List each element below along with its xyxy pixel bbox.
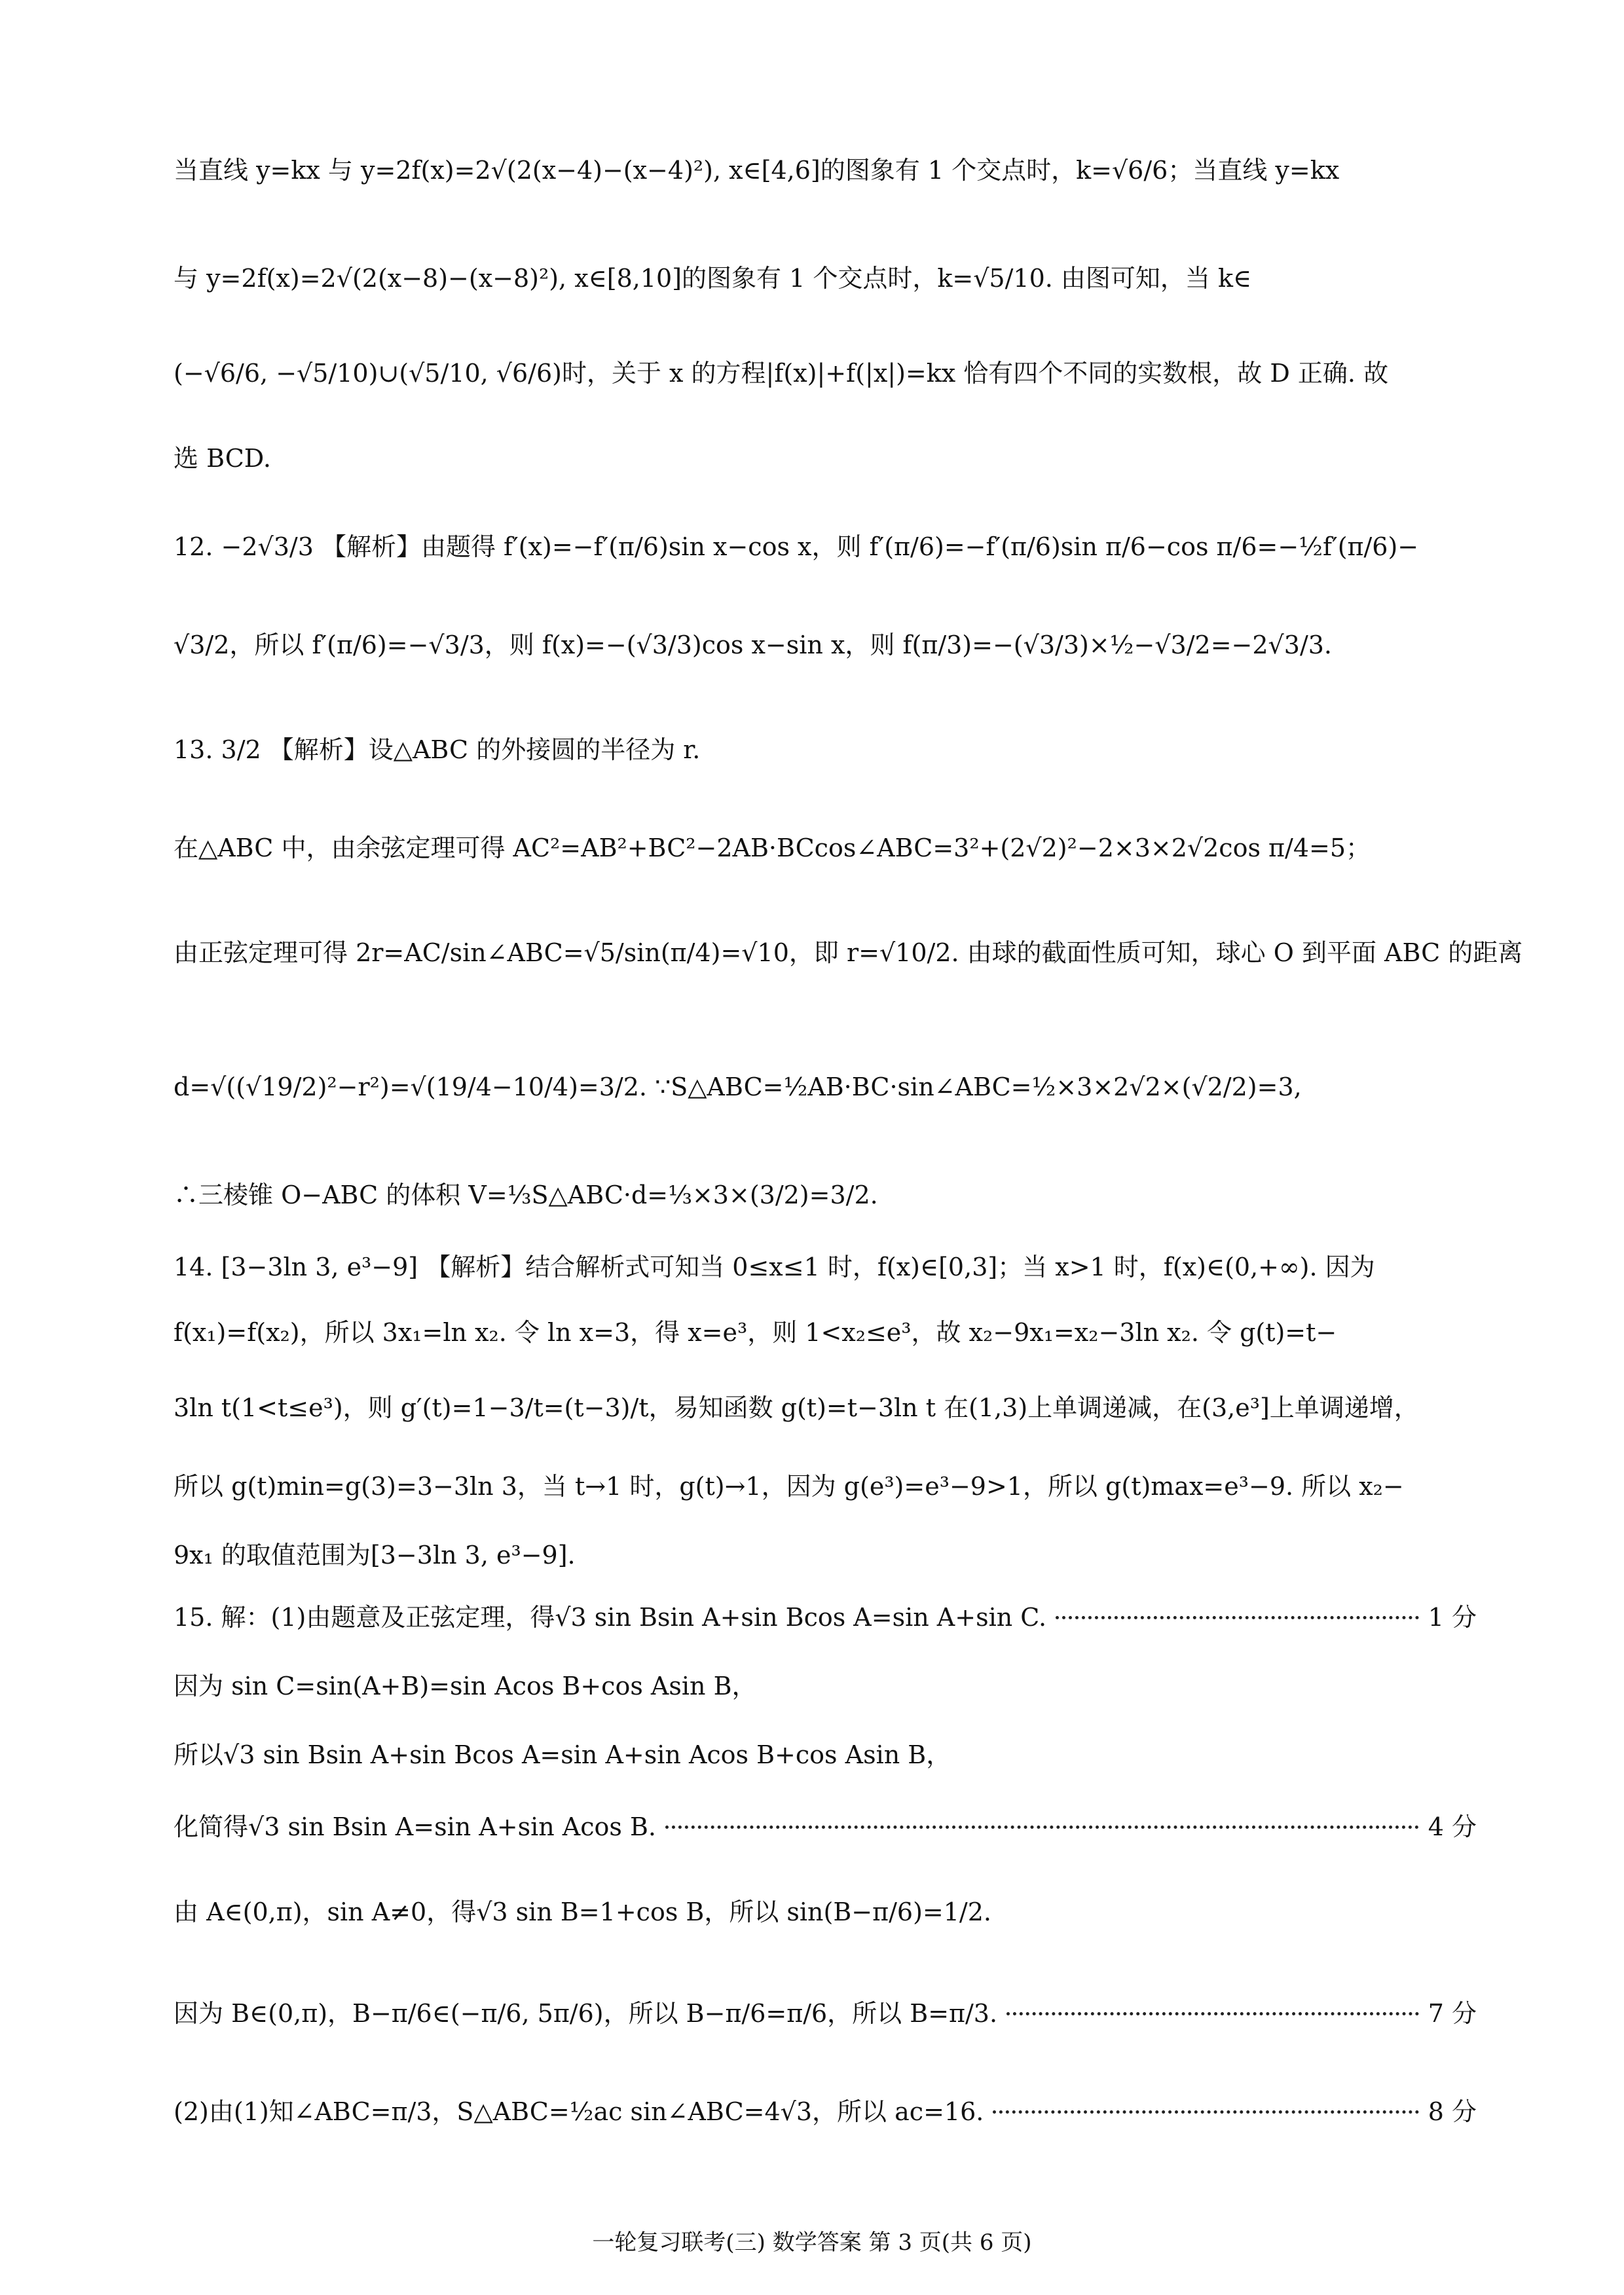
text-line: 选 BCD.: [174, 444, 271, 473]
text-line: 因为 sin C=sin(A+B)=sin Acos B+cos Asin B，: [174, 1672, 757, 1700]
solution-step: 15. 解：(1)由题意及正弦定理，得√3 sin Bsin A+sin Bcos A=sin A+sin C.: [174, 1603, 1047, 1632]
leader-dots: [1056, 1616, 1419, 1619]
text-line: 3ln t(1<t≤e³)，则 g′(t)=1−3/t=(t−3)/t，易知函数 g(t)=t−3ln t 在(1,3)上单调递减，在(3,e³]上单调递增，: [174, 1393, 1419, 1422]
score-label: 7 分: [1428, 1999, 1477, 2028]
text-line: √3/2，所以 f′(π/6)=−√3/3，则 f(x)=−(√3/3)cos x−sin x，则 f(π/3)=−(√3/3)×½−√3/2=−2√3/3.: [174, 631, 1333, 659]
text-line: 当直线 y=kx 与 y=2f(x)=2√(2(x−4)−(x−4)²), x∈[4,6]的图象有 1 个交点时，k=√6/6；当直线 y=kx: [174, 156, 1340, 185]
leader-dots: [665, 1826, 1419, 1829]
score-label: 8 分: [1428, 2097, 1477, 2126]
score-label: 1 分: [1428, 1603, 1477, 1632]
solution-step: (2)由(1)知∠ABC=π/3，S△ABC=½ac sin∠ABC=4√3，所以 ac=16.: [174, 2097, 984, 2126]
question-12-line: 12. −2√3/3 【解析】由题得 f′(x)=−f′(π/6)sin x−cos x，则 f′(π/6)=−f′(π/6)sin π/6−cos π/6=−½f′(π/6)−: [174, 532, 1419, 561]
solution-step: 化简得√3 sin Bsin A=sin A+sin Acos B.: [174, 1812, 656, 1841]
text-line: 9x₁ 的取值范围为[3−3ln 3, e³−9].: [174, 1541, 576, 1570]
text-line: 与 y=2f(x)=2√(2(x−8)−(x−8)²), x∈[8,10]的图象有 1 个交点时，k=√5/10. 由图可知，当 k∈: [174, 264, 1252, 293]
text-line: d=√((√19/2)²−r²)=√(19/4−10/4)=3/2. ∵S△ABC=½AB·BC·sin∠ABC=½×3×2√2×(√2/2)=3,: [174, 1073, 1302, 1101]
text-line: ∴三棱锥 O−ABC 的体积 V=⅓S△ABC·d=⅓×3×(3/2)=3/2.: [174, 1181, 878, 1209]
question-15-line: [174, 1598, 1477, 1637]
page-footer: 一轮复习联考(三) 数学答案 第 3 页(共 6 页): [592, 2230, 1032, 2256]
leader-dots: [1006, 2012, 1419, 2015]
leader-dots: [993, 2110, 1418, 2114]
solution-row: [174, 1807, 1477, 1846]
text-line: 在△ABC 中，由余弦定理可得 AC²=AB²+BC²−2AB·BCcos∠ABC=3²+(2√2)²−2×3×2√2cos π/4=5；: [174, 834, 1371, 862]
text-line: (−√6/6, −√5/10)∪(√5/10, √6/6)时，关于 x 的方程|f(x)|+f(|x|)=kx 恰有四个不同的实数根，故 D 正确. 故: [174, 359, 1389, 388]
question-14-line: 14. [3−3ln 3, e³−9] 【解析】结合解析式可知当 0≤x≤1 时，f(x)∈[0,3]；当 x>1 时，f(x)∈(0,+∞). 因为: [174, 1253, 1375, 1281]
text-line: f(x₁)=f(x₂)，所以 3x₁=ln x₂. 令 ln x=3，得 x=e³，则 1<x₂≤e³，故 x₂−9x₁=x₂−3ln x₂. 令 g(t)=t−: [174, 1318, 1337, 1347]
text-line: 所以 g(t)min=g(3)=3−3ln 3，当 t→1 时，g(t)→1，因为 g(e³)=e³−9>1，所以 g(t)max=e³−9. 所以 x₂−: [174, 1472, 1404, 1501]
solution-row: [174, 2092, 1477, 2131]
solution-row: [174, 1994, 1477, 2033]
text-line: 由正弦定理可得 2r=AC/sin∠ABC=√5/sin(π/4)=√10，即 r=√10/2. 由球的截面性质可知，球心 O 到平面 ABC 的距离: [174, 938, 1523, 967]
text-line: 由 A∈(0,π)，sin A≠0，得√3 sin B=1+cos B，所以 sin(B−π/6)=1/2.: [174, 1898, 991, 1926]
score-label: 4 分: [1428, 1812, 1477, 1841]
text-line: 所以√3 sin Bsin A+sin Bcos A=sin A+sin Acos B+cos Asin B，: [174, 1740, 951, 1769]
question-13-line: 13. 3/2 【解析】设△ABC 的外接圆的半径为 r.: [174, 735, 701, 764]
solution-step: 因为 B∈(0,π)，B−π/6∈(−π/6, 5π/6)，所以 B−π/6=π/6，所以 B=π/3.: [174, 1999, 998, 2028]
